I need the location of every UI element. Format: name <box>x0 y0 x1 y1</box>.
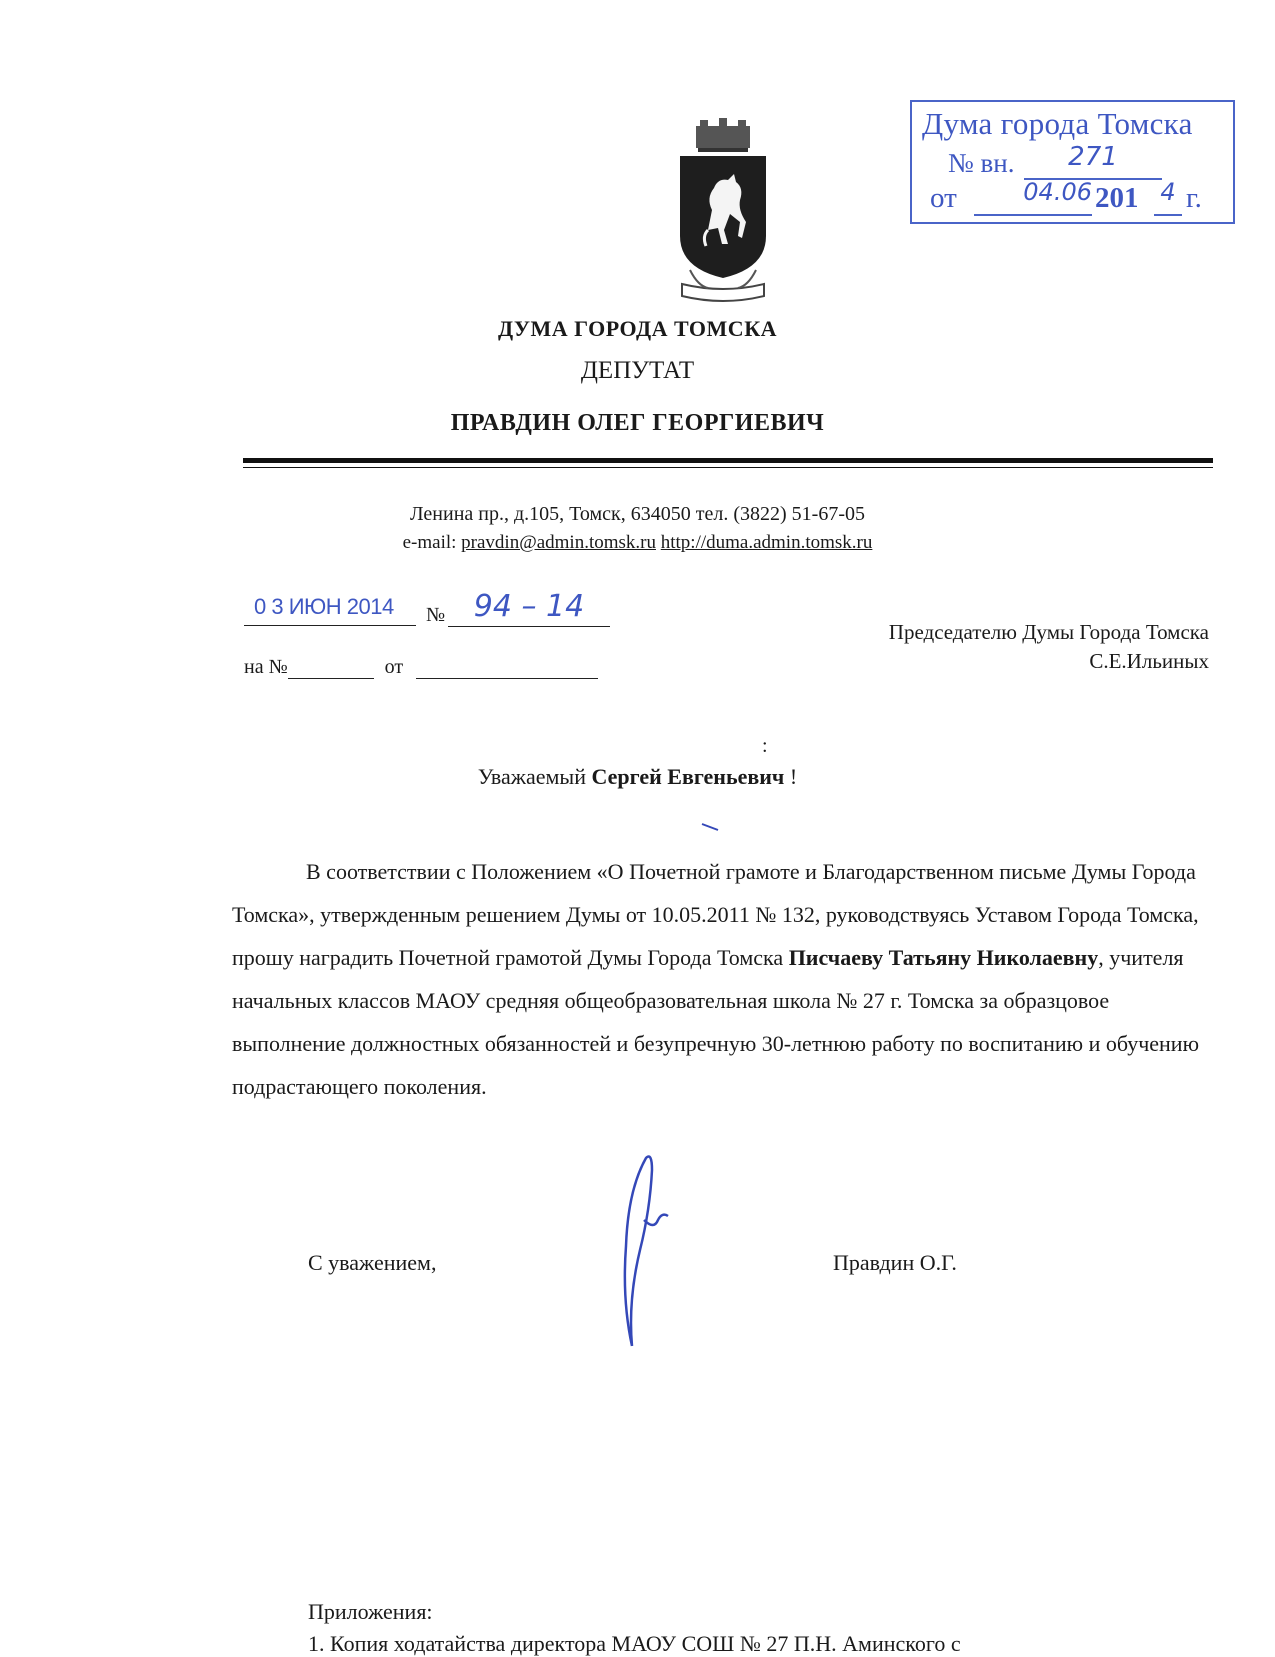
header-divider-thin <box>243 467 1213 468</box>
closing-phrase: С уважением, <box>308 1250 437 1275</box>
stamp-number-value: 271 <box>1024 142 1162 180</box>
stamp-date-value: 04.06 <box>974 178 1092 216</box>
attachments-title: Приложения: <box>308 1599 433 1624</box>
stamp-from-label: от <box>930 182 957 214</box>
registration-stamp <box>910 100 1235 224</box>
reference-number-label: на № <box>244 656 288 678</box>
body-awardee-name: Писчаеву Татьяну Николаевну <box>788 945 1099 970</box>
salutation <box>0 764 1275 790</box>
reference-from-label: от <box>384 656 404 678</box>
outgoing-number-value: 94 – 14 <box>448 592 610 627</box>
recipient-name: С.Е.Ильиных <box>1089 649 1209 673</box>
colon-mark: : <box>762 735 768 757</box>
email-link[interactable]: pravdin@admin.tomsk.ru <box>461 532 656 553</box>
pen-tick-mark-icon <box>700 822 720 832</box>
body-text-part1: В соответствии с Положением «О Почетной грамоте и Благодарственном письме Думы Города Томска», утвержденным решением Думы от 10.05.2011 № 132, руководствуясь Уставом Города Томска, прошу наградить Почетной грамотой Думы Города Томска <box>232 859 1199 970</box>
outgoing-date-stamp: 0 3 ИЮН 2014 <box>244 592 416 626</box>
email-label: e-mail: <box>402 532 457 553</box>
tomsk-coat-of-arms-icon <box>668 118 778 308</box>
outgoing-number-label: № <box>426 604 446 626</box>
header-divider-thick <box>243 458 1213 463</box>
website-link[interactable]: http://duma.admin.tomsk.ru <box>660 532 873 553</box>
deputy-name: ПРАВДИН ОЛЕГ ГЕОРГИЕВИЧ <box>450 410 825 436</box>
salutation-suffix: ! <box>789 764 798 789</box>
attachment-item: 1. Копия ходатайства директора МАОУ СОШ № 27 П.Н. Аминского с <box>308 1631 961 1656</box>
reference-line <box>244 656 598 679</box>
stamp-year-digit: 4 <box>1154 178 1182 216</box>
stamp-title: Дума города Томска <box>922 106 1193 141</box>
body-text-part2: , учителя начальных классов МАОУ средняя общеобразовательная школа № 27 г. Томска за образцовое выполнение должностных обязанностей и безупречную 30-летнюю работу по воспитанию и обучению подрастающего поколения. <box>232 945 1200 1099</box>
organization-title: ДУМА ГОРОДА ТОМСКА <box>497 316 778 341</box>
letter-body <box>232 850 1220 1108</box>
stamp-year-prefix: 201 <box>1095 182 1139 214</box>
reference-date-blank <box>416 658 598 679</box>
position-title: ДЕПУТАТ <box>580 357 695 384</box>
contacts-line <box>0 532 1275 554</box>
salutation-name: Сергей Евгеньевич <box>591 764 785 789</box>
salutation-prefix: Уважаемый <box>477 764 586 789</box>
stamp-year-suffix: г. <box>1186 182 1202 214</box>
recipient-title: Председателю Думы Города Томска <box>888 620 1209 644</box>
recipient-block <box>889 618 1209 676</box>
handwritten-signature-icon <box>618 1150 698 1350</box>
signer-name: Правдин О.Г. <box>833 1250 957 1275</box>
reference-number-blank <box>288 658 374 679</box>
stamp-number-label: № вн. <box>948 148 1015 178</box>
address-line: Ленина пр., д.105, Томск, 634050 тел. (3822) 51-67-05 <box>410 503 865 525</box>
